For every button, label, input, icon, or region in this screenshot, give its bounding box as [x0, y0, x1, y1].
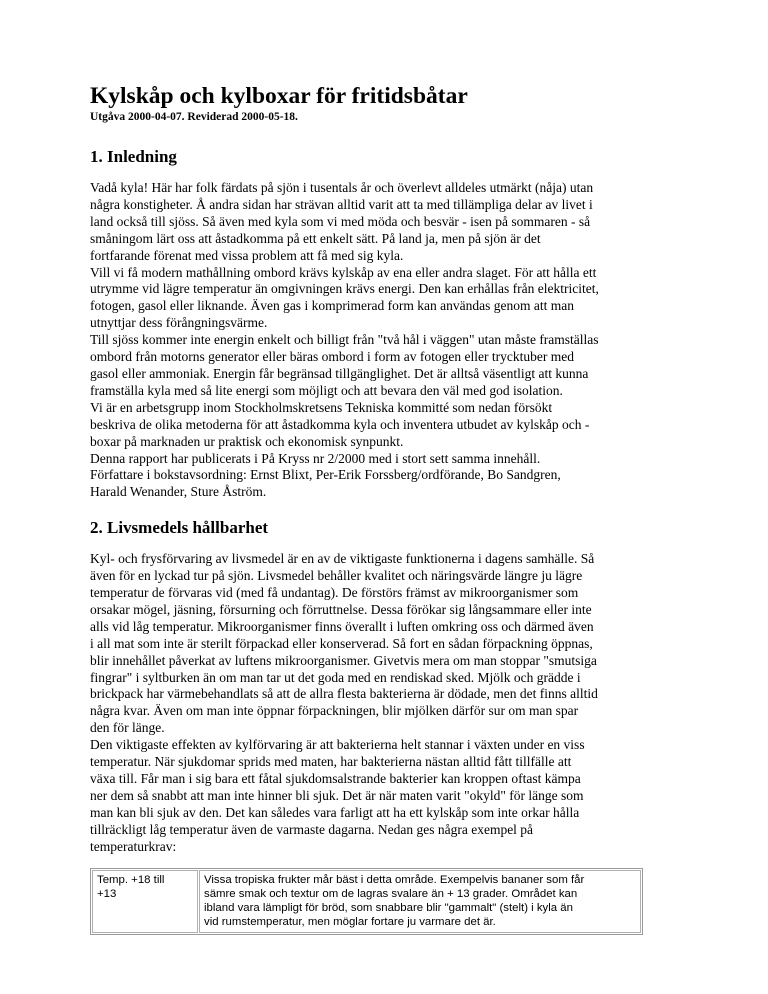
text-line: ner dem så snabbt att man inte hinner bli sjuk. Det är när maten varit "okyld" för länge som: [90, 787, 584, 803]
text-line: beskriva de olika metoderna för att åstadkomma kyla och inventera utbudet av kylskåp och -: [90, 416, 590, 432]
text-line: brickpack har värmebehandlats så att de allra flesta bakterierna är dödade, men det finns alltid: [90, 686, 598, 702]
text-line: land också till sjöss. Så även med kyla som vi med möda och besvär - isen på sommaren - så: [90, 213, 591, 229]
text-line: fortfarande förenat med vissa problem att få med sig kyla.: [90, 247, 404, 263]
text-line: Vill vi få modern mathållning ombord krävs kylskåp av ena eller andra slaget. För att hålla ett: [90, 264, 597, 280]
text-line: några konstigheter. Å andra sidan har strävan alltid varit att ta med tillämpliga delar av livet i: [90, 196, 593, 212]
text-line: Vadå kyla! Här har folk färdats på sjön i tusentals år och överlevt alldeles utmärkt (nåja) utan: [90, 180, 594, 195]
cell-line: vid rumstemperatur, men möglar fortare ju varmare det är.: [204, 916, 496, 929]
description-cell: [199, 870, 641, 934]
cell-line: ibland vara lämpligt för bröd, som snabbare blir "gammalt" (stelt) i kyla än: [204, 901, 573, 914]
table-row: [92, 870, 641, 934]
text-line: småningom lärt oss att åstadkomma på ett enkelt sätt. På land ja, men på sjön är det: [90, 230, 541, 246]
text-line: boxar på marknaden ur praktisk och ekonomisk synpunkt.: [90, 433, 404, 449]
text-line: blir innehållet påverkat av luftens mikroorganismer. Givetvis mera om man stoppar "smutsiga: [90, 652, 597, 668]
text-line: även för en lyckad tur på sjön. Livsmedel behåller kvalitet och näringsvärde längre ju lägre: [90, 568, 583, 584]
edition-line: Utgåva 2000-04-07. Reviderad 2000-05-18.: [90, 111, 298, 123]
text-line: Vi är en arbetsgrupp inom Stockholmskretsens Tekniska kommitté som nedan försökt: [90, 399, 553, 415]
cell-line: Temp. +18 till: [97, 873, 165, 886]
cell-line: Vissa tropiska frukter mår bäst i detta område. Exempelvis bananer som får: [204, 873, 585, 886]
text-line: fotogen, gasol eller liknande. Även gas i komprimerad form kan användas genom att man: [90, 298, 574, 314]
text-line: Författare i bokstavsordning: Ernst Blixt, Per-Erik Forssberg/ordförande, Bo Sandgren,: [90, 467, 561, 483]
text-line: fingrar" i syltburken än om man tar ut det goda med en rendiskad sked. Mjölk och grädde i: [90, 669, 581, 685]
text-line: Denna rapport har publicerats i På Kryss nr 2/2000 med i stort sett samma innehåll.: [90, 450, 541, 466]
temperature-range-cell: [92, 870, 198, 934]
text-line: Till sjöss kommer inte energin enkelt och billigt från "två hål i väggen" utan måste framställas: [90, 332, 599, 348]
text-line: gasol eller ammoniak. Energin får begränsad tillgänglighet. Det är alltså väsentligt att kunna: [90, 365, 589, 381]
document-title: Kylskåp och kylboxar för fritidsbåtar: [90, 83, 468, 109]
temperature-table: [90, 868, 643, 936]
text-line: ombord från motorns generator eller bäras ombord i form av fotogen eller trycktuber med: [90, 349, 574, 365]
text-line: temperatur de förvaras vid (med få undantag). De förstörs främst av mikroorganismer som: [90, 585, 579, 601]
text-line: temperaturkrav:: [90, 838, 177, 854]
text-line: temperatur. När sjukdomar sprids med maten, har bakterierna nästan alltid fått tillfälle att: [90, 754, 572, 770]
text-line: växa till. Får man i sig bara ett fåtal sjukdomsalstrande bakterier kan kroppen oftast kämpa: [90, 771, 581, 786]
text-line: Kyl- och frysförvaring av livsmedel är en av de viktigaste funktionerna i dagens samhälle. Så: [90, 551, 595, 567]
text-line: man kan bli sjuk av den. Det kan således vara farligt att ha ett kylskåp som inte orkar hålla: [90, 804, 580, 820]
section-heading-inledning: 1. Inledning: [90, 147, 177, 166]
text-line: orsakar mögel, jäsning, försurning och förruttnelse. Dessa förökar sig långsammare eller inte: [90, 601, 592, 617]
text-line: Den viktigaste effekten av kylförvaring är att bakterierna helt stannar i växten under en viss: [90, 737, 585, 753]
text-line: några kvar. Även om man inte öppnar förpackningen, blir mjölken därför sur om man spar: [90, 703, 579, 719]
text-line: alls vid låg temperatur. Mikroorganismer finns överallt i luften omkring oss och därmed även: [90, 618, 594, 634]
text-line: den för länge.: [90, 720, 165, 736]
text-line: tillräckligt låg temperatur även de varmaste dagarna. Nedan ges några exempel på: [90, 821, 534, 837]
document-page: [90, 82, 690, 935]
cell-line: sämre smak och textur om de lagras svalare än + 13 grader. Området kan: [204, 887, 578, 900]
text-line: framställa kyla med så lite energi som möjligt och att bevara den väl med god isolation.: [90, 382, 563, 398]
section-body-inledning: [90, 180, 690, 501]
text-line: utnyttjar dess förångningsvärme.: [90, 315, 268, 331]
text-line: Harald Wenander, Sture Åström.: [90, 484, 267, 500]
text-line: utrymme vid lägre temperatur än omgivningen krävs energi. Den kan erhållas från elektricitet,: [90, 281, 599, 297]
section-heading-livsmedels-hallbarhet: 2. Livsmedels hållbarhet: [90, 518, 269, 538]
cell-line: +13: [97, 887, 117, 900]
section-body-livsmedels-hallbarhet: [90, 551, 690, 855]
text-line: i all mat som inte är sterilt förpackad eller konserverad. Så fort en sådan förpackning öppnas,: [90, 635, 593, 651]
